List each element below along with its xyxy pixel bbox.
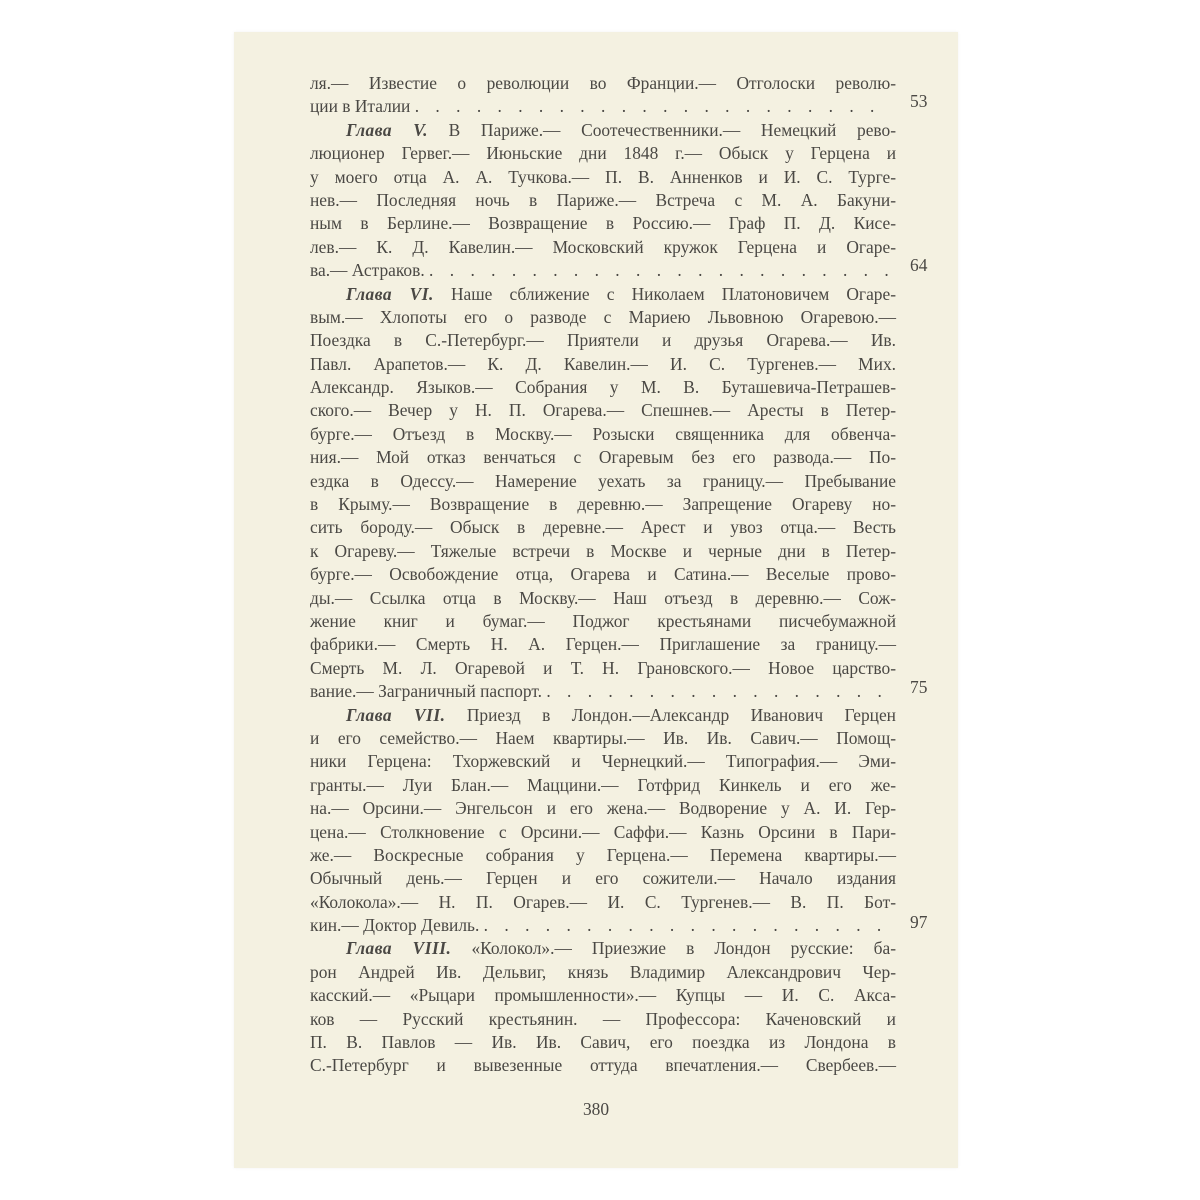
- page-ref: 97: [910, 912, 928, 932]
- toc-line: и его семейство.— Наем квартиры.— Ив. Ив. Савич.— Помощ-: [310, 727, 896, 748]
- toc-line: ния.— Мой отказ венчаться с Огаревым без его развода.— По-: [310, 447, 896, 468]
- toc-line: цена.— Столкновение с Орсини.— Саффи.— Казнь Орсини в Пари-: [310, 821, 896, 842]
- toc-line: у моего отца А. А. Тучкова.— П. В. Анненков и И. С. Турге-: [310, 166, 896, 187]
- chapter-label: Глава VI.: [346, 283, 434, 304]
- toc-line: Смерть М. Л. Огаревой и Т. Н. Грановского.— Новое царство-: [310, 657, 896, 678]
- toc-line: рон Андрей Ив. Дельвиг, князь Владимир Александрович Чер-: [310, 961, 896, 982]
- toc-line: Александр. Языков.— Собрания у М. В. Буташевича-Петрашев-: [310, 377, 896, 398]
- toc-line: фабрики.— Смерть Н. А. Герцен.— Приглашение за границу.—: [310, 634, 896, 655]
- toc-line: ля.— Известие о революции во Франции.— Отголоски револю-: [310, 73, 896, 93]
- toc-line: ции в Италии . . . . . . . . . . . . . . . . . . . . . . .: [310, 96, 881, 117]
- toc-line: в Крыму.— Возвращение в деревню.— Запрещение Огареву но-: [310, 494, 896, 515]
- toc-line: Глава VII. Приезд в Лондон.—Александр Иванович Герцен: [346, 704, 896, 725]
- toc-line: «Колокола».— Н. П. Огарев.— И. С. Тургенев.— В. П. Бот-: [310, 891, 896, 912]
- chapter-label: Глава V.: [346, 119, 428, 140]
- toc-line: ва.— Астраков. . . . . . . . . . . . . . . . . . . . . . . .: [310, 260, 895, 281]
- toc-line: бурге.— Отъезд в Москву.— Розыски священника для обвенча-: [310, 423, 896, 444]
- chapter-label: Глава VIII.: [346, 938, 452, 959]
- toc-line: Павл. Арапетов.— К. Д. Кавелин.— И. С. Тургенев.— Мих.: [310, 353, 896, 374]
- toc-line: Обычный день.— Герцен и его сожители.— Начало издания: [310, 868, 896, 889]
- toc-line: Глава V. В Париже.— Соотечественники.— Немецкий рево-: [346, 119, 896, 140]
- toc-line: П. В. Павлов — Ив. Ив. Савич, его поездка из Лондона в: [310, 1032, 896, 1053]
- toc-line: ков — Русский крестьянин. — Профессора: Каченовский и: [310, 1008, 896, 1029]
- toc-line: ды.— Ссылка отца в Москву.— Наш отъезд в деревню.— Сож-: [310, 587, 896, 608]
- toc-line: ского.— Вечер у Н. П. Огарева.— Спешнев.— Аресты в Петер-: [310, 400, 896, 421]
- toc-line: ники Герцена: Тхоржевский и Чернецкий.— Типография.— Эми-: [310, 751, 896, 772]
- toc-line: вание.— Заграничный паспорт. . . . . . . . . . . . . . . . . .: [310, 681, 888, 702]
- toc-line: нев.— Последняя ночь в Париже.— Встреча с М. А. Бакуни-: [310, 189, 896, 210]
- toc-line: Глава VI. Наше сближение с Николаем Платоновичем Огаре-: [346, 283, 896, 304]
- toc-line: кин.— Доктор Девиль. . . . . . . . . . . . . . . . . . . . .: [310, 915, 888, 936]
- toc-line: жение книг и бумаг.— Поджог крестьянами писчебумажной: [310, 610, 896, 631]
- toc-line: вым.— Хлопоты его о разводе с Мариею Львовною Огаревою.—: [310, 306, 896, 327]
- toc-line: бурге.— Освобождение отца, Огарева и Сатина.— Веселые прово-: [310, 564, 896, 585]
- toc-line: Поездка в С.-Петербург.— Приятели и друзья Огарева.— Ив.: [310, 330, 896, 351]
- toc-line: люционер Гервег.— Июньские дни 1848 г.— Обыск у Герцена и: [310, 143, 896, 164]
- toc-line: ездка в Одессу.— Намерение уехать за границу.— Пребывание: [310, 470, 896, 491]
- toc-line: же.— Воскресные собрания у Герцена.— Перемена квартиры.—: [310, 844, 896, 865]
- chapter-label: Глава VII.: [346, 704, 446, 725]
- leader-dots: . . . . . . . . . . . . . . . . .: [546, 681, 888, 702]
- leader-dots: . . . . . . . . . . . . . . . . . . . . . . .: [414, 96, 881, 117]
- toc-line: ным в Берлине.— Возвращение в Россию.— Граф П. Д. Кисе-: [310, 213, 896, 234]
- table-of-contents: [310, 72, 896, 1078]
- page-number: 380: [582, 1099, 610, 1119]
- toc-line: лев.— К. Д. Кавелин.— Московский кружок Герцена и Огаре-: [310, 236, 896, 257]
- toc-line: С.-Петербург и вывезенные оттуда впечатления.— Свербеев.—: [310, 1055, 896, 1076]
- page-ref: 53: [910, 91, 928, 111]
- leader-dots: . . . . . . . . . . . . . . . . . . . .: [483, 915, 888, 936]
- toc-line: на.— Орсини.— Энгельсон и его жена.— Водворение у А. И. Гер-: [310, 798, 896, 819]
- page-ref: 64: [910, 255, 928, 275]
- toc-line: сить бороду.— Обыск в деревне.— Арест и увоз отца.— Весть: [310, 517, 896, 538]
- toc-line: гранты.— Луи Блан.— Маццини.— Готфрид Кинкель и его же-: [310, 774, 896, 795]
- toc-line: к Огареву.— Тяжелые встречи в Москве и черные дни в Петер-: [310, 540, 896, 561]
- book-page: [234, 32, 958, 1168]
- page-ref: 75: [910, 677, 928, 697]
- leader-dots: . . . . . . . . . . . . . . . . . . . . . . .: [429, 260, 895, 281]
- toc-line: касский.— «Рыцари промышленности».— Купцы — И. С. Акса-: [310, 985, 896, 1006]
- toc-line: Глава VIII. «Колокол».— Приезжие в Лондон русские: ба-: [346, 938, 896, 959]
